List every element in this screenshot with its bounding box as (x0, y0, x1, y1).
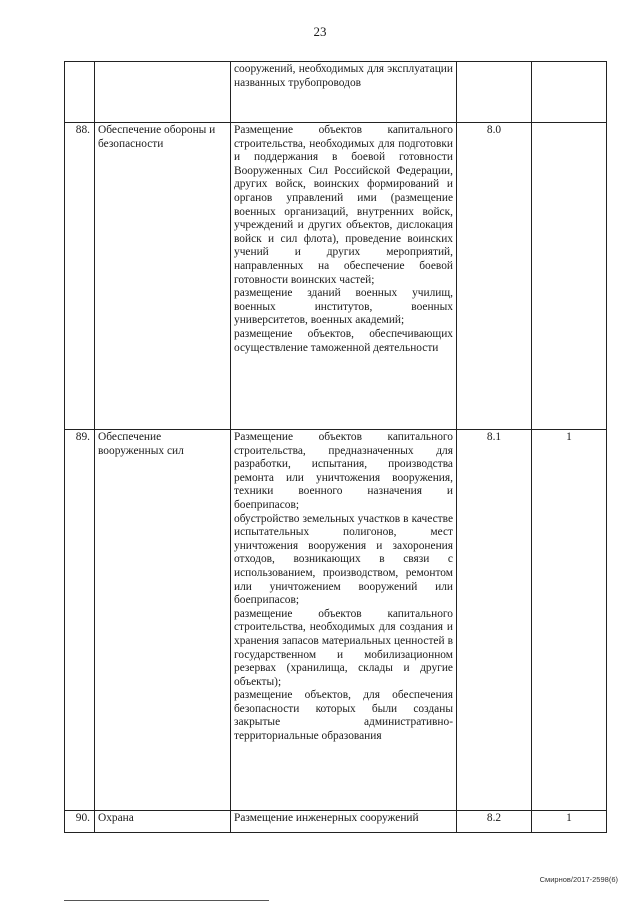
classifier-code (457, 62, 532, 123)
classifier-code: 8.1 (457, 430, 532, 811)
table-row (65, 430, 607, 811)
use-description: Размещение инженерных сооружений (231, 811, 457, 833)
classifier-code: 8.0 (457, 123, 532, 430)
row-number: 90. (65, 811, 95, 833)
use-description (231, 123, 457, 430)
description-paragraph: размещение объектов, обеспечивающих осуществление таможенной деятельности (234, 327, 453, 354)
description-paragraph: Размещение объектов капитального строительства, необходимых для подготовки и поддержания в боевой готовности Вооруженных Сил Российской Федерации, других войск, воинских формирований и органов управлений ими (размещение военных организаций, внутренних войск, учреждений и других объектов, дислокация войск и сил флота), проведение воинских учений и других мероприятий, направленных на обеспечение боевой готовности воинских частей; (234, 124, 453, 286)
row-number: 88. (65, 123, 95, 430)
extra-value: 1 (532, 430, 607, 811)
description-paragraph: обустройство земельных участков в качестве испытательных полигонов, мест уничтожения вооружения и захоронения отходов, возникающих в связи с использованием, производством, ремонтом или уничтожением вооружений или боеприпасов; (234, 512, 453, 607)
document-reference-code: Смирнов/2017-2598(6) (539, 875, 618, 884)
description-paragraph: Размещение объектов капитального строительства, предназначенных для разработки, испытания, производства ремонта или уничтожения вооружения, техники военного назначения и боеприпасов; (234, 431, 453, 511)
description-paragraph: размещение объектов капитального строительства, необходимых для создания и хранения запасов материальных ценностей в государственном и мобилизационном резервах (хранилища, склады и другие объекты); (234, 607, 453, 688)
use-description: сооружений, необходимых для эксплуатации названных трубопроводов (231, 62, 457, 123)
row-number (65, 62, 95, 123)
use-type-name: Охрана (95, 811, 231, 833)
extra-value (532, 123, 607, 430)
row-number: 89. (65, 430, 95, 811)
land-use-table (64, 61, 607, 833)
table-row (65, 811, 607, 833)
table-row (65, 123, 607, 430)
use-type-name: Обеспечение вооруженных сил (95, 430, 231, 811)
extra-value (532, 62, 607, 123)
use-type-name: Обеспечение обороны и безопасности (95, 123, 231, 430)
extra-value: 1 (532, 811, 607, 833)
classifier-code: 8.2 (457, 811, 532, 833)
description-paragraph: размещение зданий военных училищ, военных институтов, военных университетов, военных академий; (234, 287, 453, 327)
use-description (231, 430, 457, 811)
footnote-rule (64, 900, 269, 901)
table-row (65, 62, 607, 123)
page-number: 23 (313, 24, 327, 39)
description-paragraph: размещение объектов, для обеспечения безопасности которых были созданы закрытые административно-территориальные образования (234, 689, 453, 743)
use-type-name (95, 62, 231, 123)
